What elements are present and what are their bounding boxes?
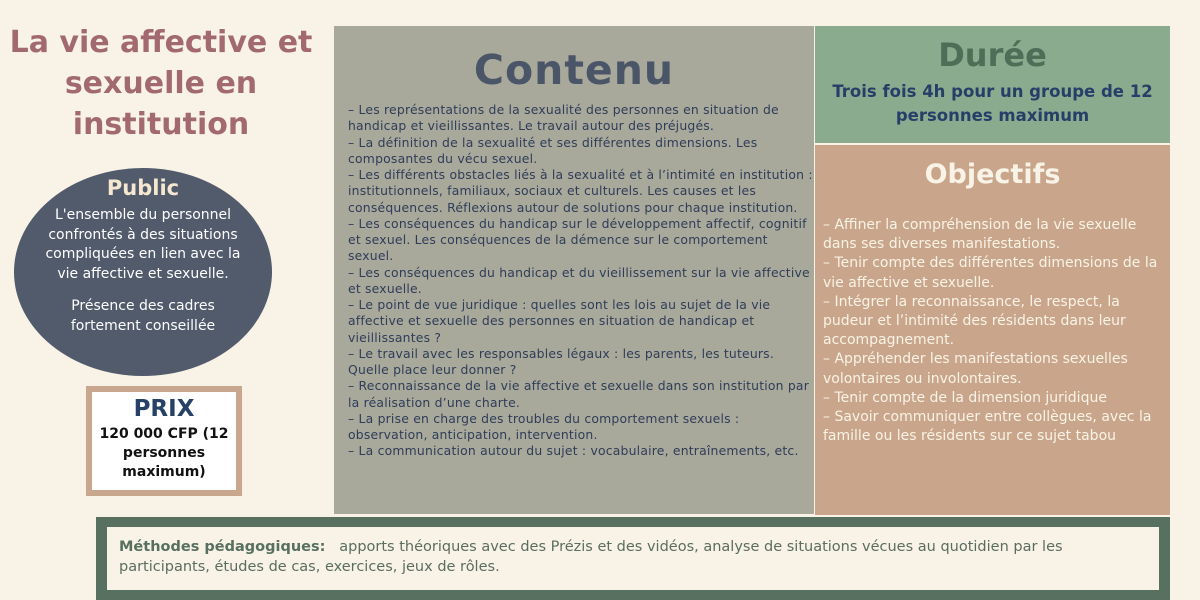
list-item: – Le travail avec les responsables légaux : les parents, les tuteurs. Quelle place leur donner ? [348,345,774,377]
methodes-section [96,517,1170,600]
public-title: Public [106,176,180,200]
list-item: – Affiner la compréhension de la vie sexuelle dans ses diverses manifestations. [823,217,1137,253]
public-text: L'ensemble du personnel confrontés à des situations compliquées en lien avec la vie affective et sexuelle. [45,207,241,282]
list-item: – Appréhender les manifestations sexuelles volontaires ou involontaires. [823,351,1128,387]
methodes-box [107,527,1159,590]
list-item: – La prise en charge des troubles du comportement sexuels : observation, anticipation, intervention. [348,410,740,442]
public-section [14,168,272,376]
list-item: – Les conséquences du handicap et du vieillissement sur la vie affective et sexuelle. [348,264,810,296]
duree-text: Trois fois 4h pour un groupe de 12 personnes maximum [832,82,1153,125]
methodes-text: apports théoriques avec des Prézis et des vidéos, analyse de situations vécues au quotidien par les participants, études de cas, exercices, jeux de rôles. [119,539,1063,575]
list-item: – La définition de la sexualité et ses différentes dimensions. Les composantes du vécu sexuel. [348,134,758,166]
list-item: – Tenir compte des différentes dimensions de la vie affective et sexuelle. [823,255,1158,291]
objectifs-list [823,216,1165,446]
contenu-title: Contenu [473,46,675,94]
public-note: Présence des cadres fortement conseillée [70,298,216,334]
list-item: – Reconnaissance de la vie affective et sexuelle dans son institution par la réalisation d’une charte. [348,378,810,410]
page-title: La vie affective et sexuelle en institution [9,25,313,142]
objectifs-section [815,145,1170,515]
contenu-list [348,102,816,460]
methodes-label: Méthodes pédagogiques: [119,539,326,555]
list-item: – Les conséquences du handicap sur le développement affectif, cognitif et sexuel. Les conséquences de la démence sur le comportement sexuel. [348,215,807,264]
objectifs-title: Objectifs [924,159,1061,190]
list-item: – Savoir communiquer entre collègues, avec la famille ou les résidents sur ce sujet tabou [823,409,1152,445]
contenu-section [334,26,814,514]
list-item: – Le point de vue juridique : quelles sont les lois au sujet de la vie affective et sexuelle des personnes en situation de handicap et vieillissantes ? [348,297,771,345]
list-item: – Intégrer la reconnaissance, le respect, la pudeur et l’intimité des résidents dans leur accompagnement. [823,293,1126,349]
price-box [86,386,242,496]
duree-section [815,26,1170,143]
list-item: – La communication autour du sujet : vocabulaire, entraînements, etc. [348,443,799,459]
duree-title: Durée [938,36,1047,74]
price-text: 120 000 CFP (12 personnes maximum) [99,426,229,480]
list-item: – Tenir compte de la dimension juridique [823,389,1107,406]
price-title: PRIX [133,396,195,422]
list-item: – Les différents obstacles liés à la sexualité et à l’intimité en institution : institutionnels, familiaux, sociaux et culturels. Les causes et les conséquences. Réflexions autour de solutions pour chaque institution. [348,167,813,215]
list-item: – Les représentations de la sexualité des personnes en situation de handicap et vieillissantes. Le travail autour des préjugés. [348,102,779,134]
methodes-spacer [330,539,335,555]
